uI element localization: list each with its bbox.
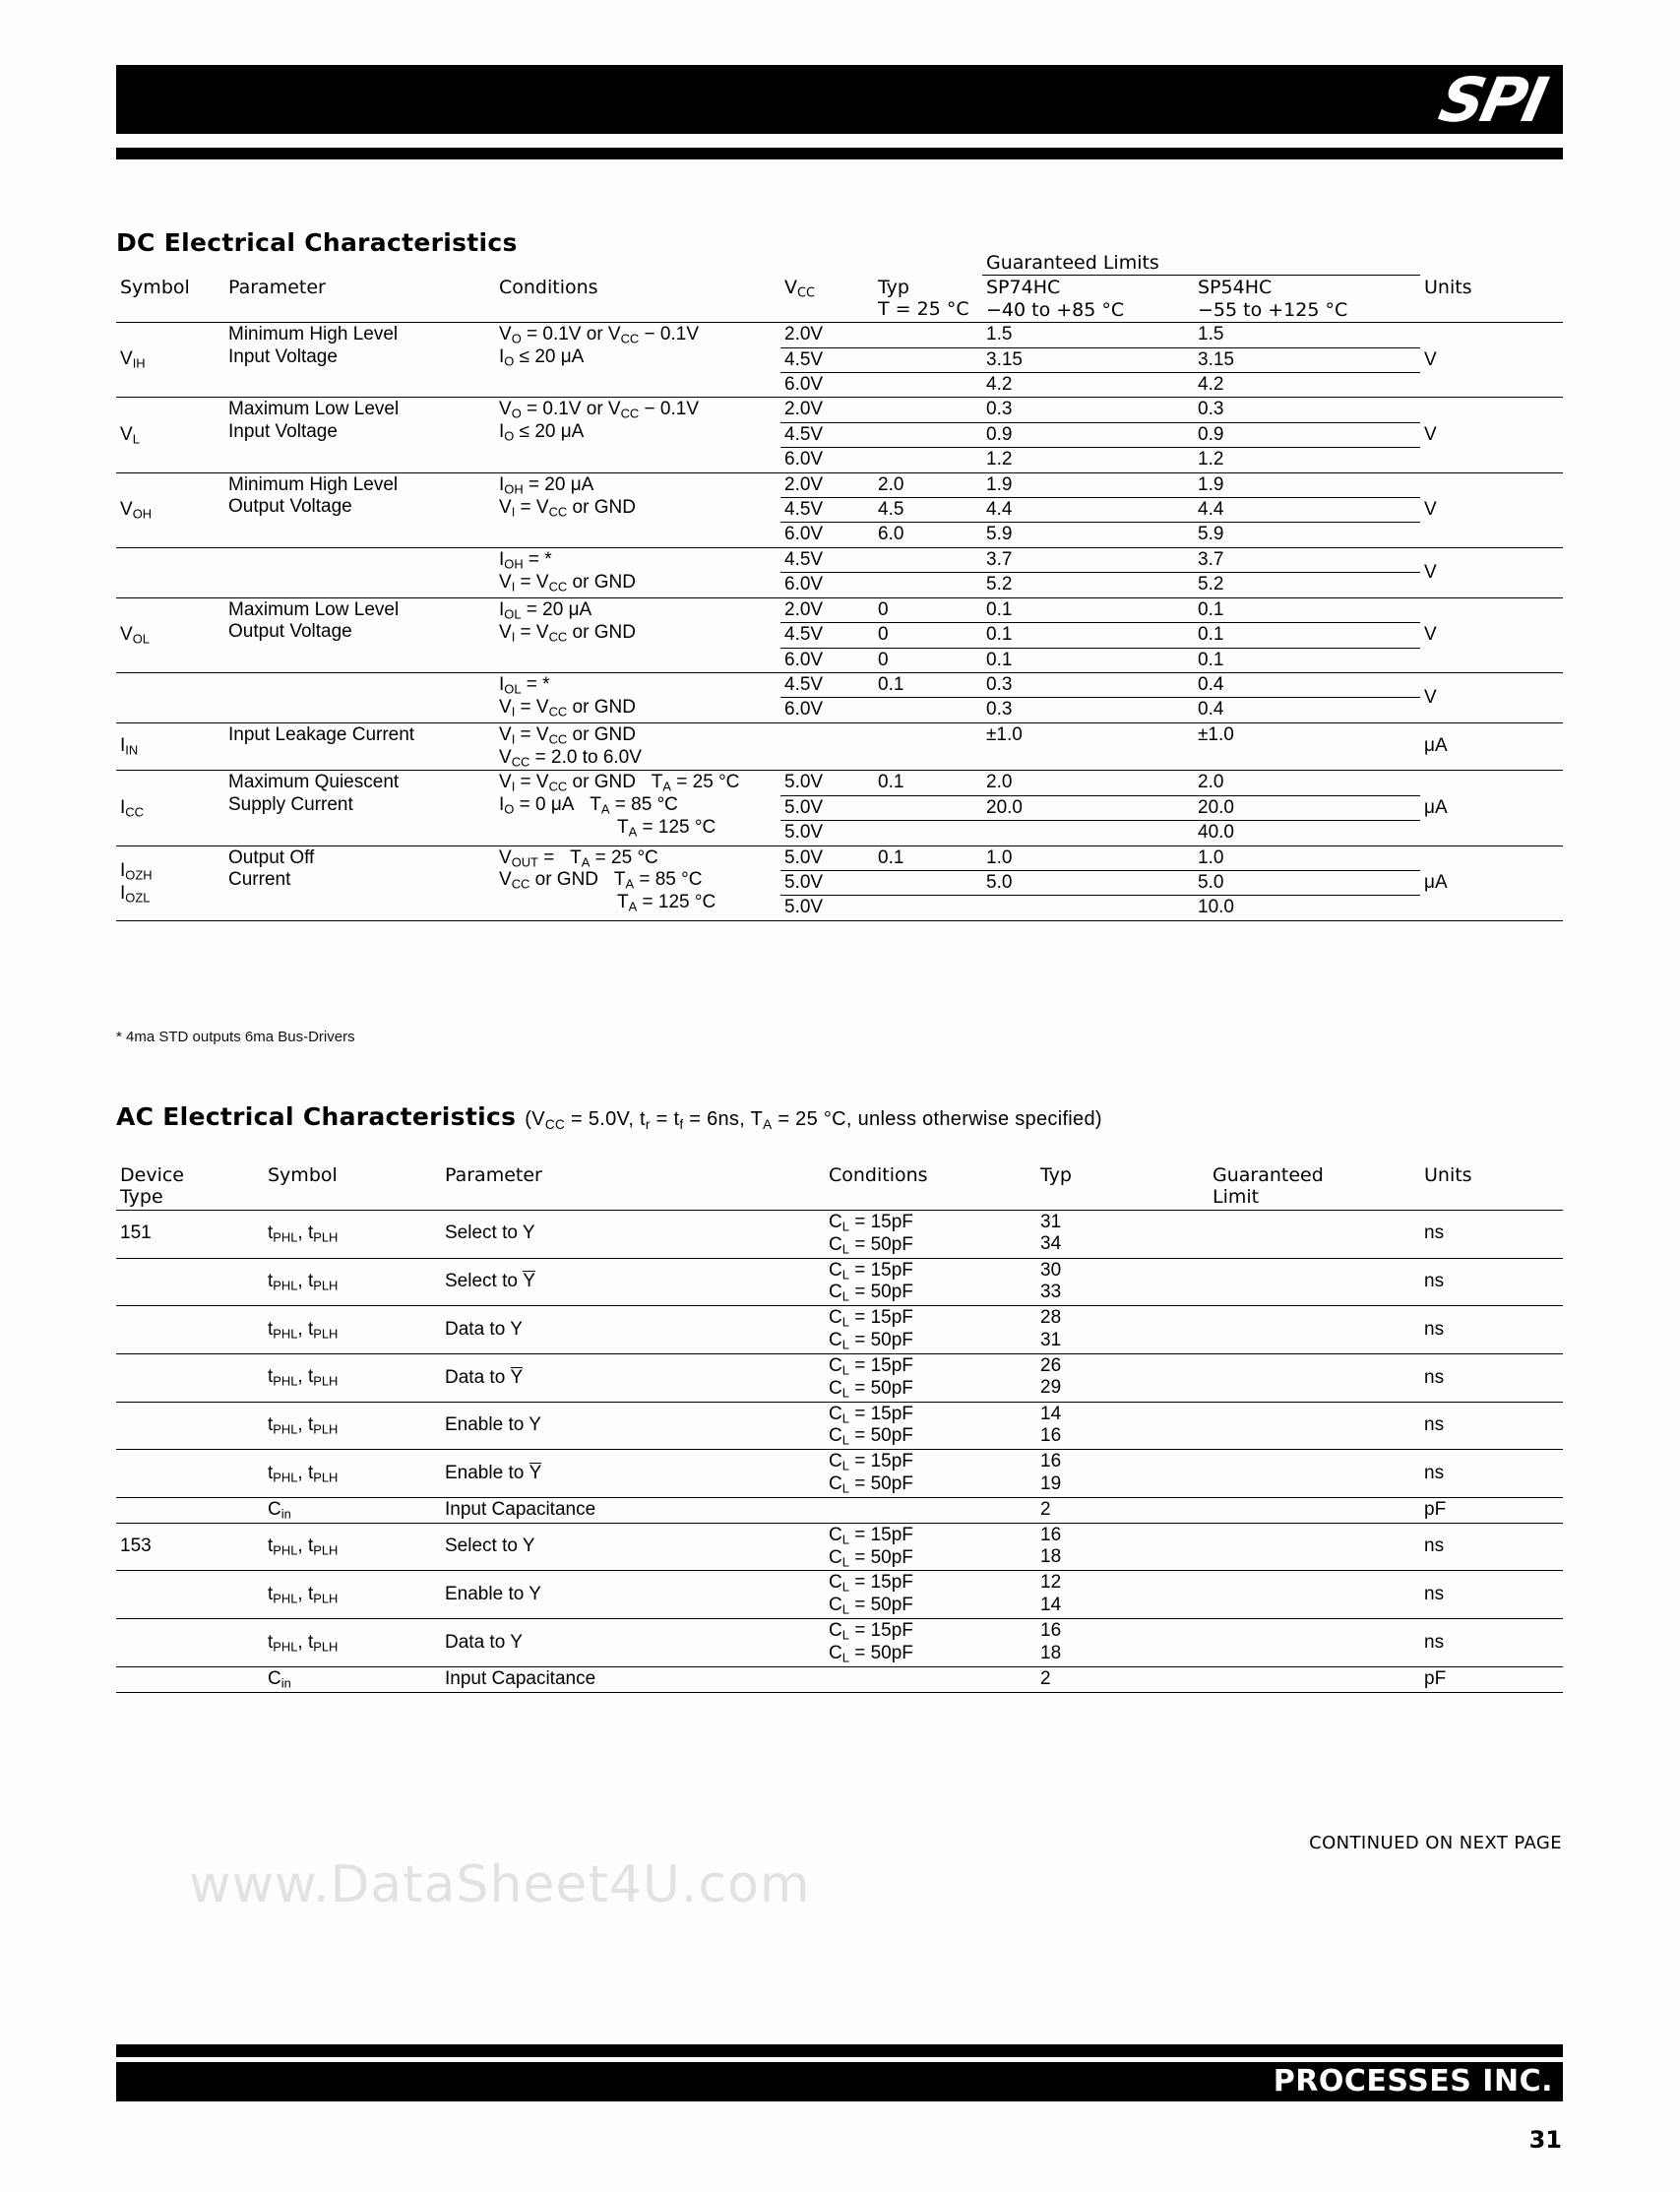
dc-sp54hc-value: 10.0 [1194,896,1420,920]
dc-table-row [116,323,1563,347]
ac-guaranteed-limit [1209,1523,1420,1571]
dc-typ-value [874,573,982,597]
dc-col-vcc: $V_{CC}$ [784,276,816,301]
ac-col-limit-line1: Guaranteed [1213,1164,1324,1186]
ac-device-type [116,1402,264,1450]
ac-typ-value: 16 18 [1036,1619,1209,1667]
ac-parameter: Input Capacitance [441,1666,825,1692]
dc-conditions: $V_I = V_{CC}$ or GND $V_{CC} = 2.0$ to 6.0V [495,722,780,771]
dc-sp54hc-value: 5.2 [1194,573,1420,597]
ac-guaranteed-limit [1209,1258,1420,1306]
ac-typ-value: 16 19 [1036,1450,1209,1498]
dc-sp74hc-value [982,821,1194,845]
dc-vcc-value: 4.5V [780,422,874,447]
dc-conditions: $V_O = 0.1V$ or $V_{CC} - 0.1V$ $I_O \le 20$ μA [495,323,780,398]
dc-typ-value [874,722,982,771]
ac-guaranteed-limit [1209,1666,1420,1692]
dc-conditions: $I_{OH}$ = * $V_I = V_{CC}$ or GND [495,547,780,597]
footer-company: PROCESSES INC. [1273,2064,1553,2098]
dc-sp54hc-value: 20.0 [1194,795,1420,820]
ac-col-limit-line2: Limit [1213,1186,1260,1209]
dc-sp54hc-value: 5.9 [1194,523,1420,547]
dc-sp74hc-value: 1.9 [982,472,1194,497]
dc-vcc-value: 5.0V [780,871,874,896]
ac-conditions: $C_L = 15pF$ $C_L = 50pF$ [825,1571,1036,1619]
dc-units: μA [1420,722,1563,771]
dc-typ-value [874,698,982,722]
dc-section-title: DC Electrical Characteristics [116,228,518,257]
dc-sp74hc-value: 1.2 [982,448,1194,472]
dc-typ-value: 0.1 [874,672,982,697]
ac-parameter: Enable to Y [441,1402,825,1450]
dc-conditions: $V_O = 0.1V$ or $V_{CC} - 0.1V$ $I_O \le 20$ μA [495,398,780,472]
ac-device-type [116,1666,264,1692]
dc-sp74hc-value: 0.3 [982,398,1194,422]
dc-sp54hc-value: 1.2 [1194,448,1420,472]
dc-sp74hc-value: 0.1 [982,648,1194,672]
continued-note: CONTINUED ON NEXT PAGE [1309,1833,1562,1853]
ac-table-row [116,1666,1563,1692]
dc-sp74hc-value: 3.15 [982,347,1194,372]
dc-typ-value: 0.1 [874,845,982,870]
dc-typ-value: 0.1 [874,771,982,795]
ac-device-type [116,1258,264,1306]
dc-col-sp74hc [982,276,1194,323]
dc-typ-value: 0 [874,597,982,622]
dc-vcc-value: 2.0V [780,323,874,347]
dc-sp54hc-value: 0.9 [1194,422,1420,447]
ac-section-subtitle: ($V_{CC} = 5.0V$, $t_r = t_f = 6ns$, $T_A = 25$ °C, unless otherwise specified) [525,1108,1102,1132]
ac-device-type: 153 [116,1523,264,1571]
dc-vcc-value: 6.0V [780,698,874,722]
ac-typ-value: 31 34 [1036,1210,1209,1258]
dc-parameter: Minimum High Level Input Voltage [224,323,495,398]
ac-col-device-line1: Device [120,1164,184,1186]
dc-typ-value [874,896,982,920]
dc-sp54hc-value: 0.4 [1194,672,1420,697]
ac-conditions: $C_L = 15pF$ $C_L = 50pF$ [825,1353,1036,1402]
ac-table-row [116,1210,1563,1258]
dc-table-row [116,672,1563,697]
ac-guaranteed-limit [1209,1402,1420,1450]
dc-sp74hc-value: 0.3 [982,672,1194,697]
ac-table-row [116,1258,1563,1306]
ac-symbol: $t_{PHL}$, $t_{PLH}$ [264,1571,441,1619]
dc-parameter: Output Off Current [224,845,495,920]
dc-vcc-value: 5.0V [780,821,874,845]
dc-vcc-value: 4.5V [780,547,874,572]
ac-device-type: 151 [116,1210,264,1258]
dc-sp54hc-value: ±1.0 [1194,722,1420,771]
ac-guaranteed-limit [1209,1571,1420,1619]
dc-conditions: $V_{OUT} = T_A = 25$ °C $V_{CC}$ or GND $T_A = 85$ °C $T_A = 125$ °C [495,845,780,920]
dc-typ-value [874,795,982,820]
dc-units: μA [1420,771,1563,845]
ac-symbol: $t_{PHL}$, $t_{PLH}$ [264,1402,441,1450]
dc-group-header-row [116,251,1563,276]
dc-table-row [116,722,1563,771]
ac-conditions [825,1497,1036,1523]
dc-table-row [116,845,1563,870]
dc-sp54hc-value: 0.1 [1194,623,1420,648]
ac-units: pF [1420,1497,1563,1523]
dc-typ-value [874,347,982,372]
dc-typ-value [874,398,982,422]
dc-symbol [116,672,224,722]
ac-col-device [116,1163,264,1210]
dc-sp54hc-value: 0.1 [1194,597,1420,622]
dc-typ-value: 6.0 [874,523,982,547]
dc-sp54hc-value: 4.2 [1194,373,1420,398]
ac-symbol: $t_{PHL}$, $t_{PLH}$ [264,1353,441,1402]
ac-symbol: $t_{PHL}$, $t_{PLH}$ [264,1306,441,1354]
dc-table-row [116,547,1563,572]
dc-col-sp54hc-label: SP54HC [1198,277,1273,299]
ac-col-units: Units [1424,1164,1472,1186]
dc-sp74hc-value: 1.0 [982,845,1194,870]
dc-sp54hc-value: 3.7 [1194,547,1420,572]
ac-units: ns [1420,1619,1563,1667]
ac-device-type [116,1571,264,1619]
dc-vcc-value: 5.0V [780,896,874,920]
dc-table-row [116,472,1563,497]
dc-conditions: $I_{OL}$ = * $V_I = V_{CC}$ or GND [495,672,780,722]
dc-vcc-value: 4.5V [780,498,874,523]
ac-guaranteed-limit [1209,1353,1420,1402]
ac-parameter: Select to Y [441,1258,825,1306]
dc-vcc-value: 4.5V [780,347,874,372]
ac-typ-value: 28 31 [1036,1306,1209,1354]
ac-typ-value: 14 16 [1036,1402,1209,1450]
ac-conditions: $C_L = 15pF$ $C_L = 50pF$ [825,1619,1036,1667]
ac-section-title [116,1102,1102,1132]
dc-symbol [116,547,224,597]
dc-sp54hc-value: 40.0 [1194,821,1420,845]
ac-conditions: $C_L = 15pF$ $C_L = 50pF$ [825,1306,1036,1354]
ac-col-symbol: Symbol [268,1164,338,1186]
dc-sp74hc-value: 1.5 [982,323,1194,347]
dc-vcc-value: 5.0V [780,845,874,870]
ac-conditions: $C_L = 15pF$ $C_L = 50pF$ [825,1210,1036,1258]
dc-vcc-value: 6.0V [780,448,874,472]
dc-vcc-value [780,722,874,771]
dc-vcc-value: 4.5V [780,623,874,648]
dc-typ-value: 0 [874,648,982,672]
ac-table-row [116,1571,1563,1619]
dc-parameter: Minimum High Level Output Voltage [224,472,495,547]
dc-parameter: Maximum Low Level Output Voltage [224,597,495,672]
ac-device-type [116,1619,264,1667]
dc-table-bottom-rule [116,920,1563,925]
ac-header-row [116,1163,1563,1210]
dc-sp54hc-value: 0.4 [1194,698,1420,722]
ac-device-type [116,1306,264,1354]
dc-units: V [1420,547,1563,597]
ac-col-device-line2: Type [120,1186,163,1209]
header-rule [116,148,1563,159]
ac-guaranteed-limit [1209,1450,1420,1498]
ac-device-type [116,1497,264,1523]
dc-conditions: $V_I = V_{CC}$ or GND $T_A = 25$ °C $I_O = 0$ μA $T_A = 85$ °C $T_A = 125$ °C [495,771,780,845]
dc-vcc-value: 2.0V [780,597,874,622]
dc-col-conditions: Conditions [499,276,598,298]
page-number: 31 [1528,2126,1562,2154]
dc-symbol: $V_{OL}$ [116,597,224,672]
ac-units: ns [1420,1523,1563,1571]
dc-sp74hc-value: 4.2 [982,373,1194,398]
ac-col-limit [1209,1163,1420,1210]
ac-device-type [116,1450,264,1498]
dc-sp74hc-value: 0.1 [982,597,1194,622]
dc-symbol: $I_{CC}$ [116,771,224,845]
dc-col-sp74hc-label: SP74HC [986,277,1061,299]
dc-sp54hc-value: 1.0 [1194,845,1420,870]
dc-sp74hc-value: 20.0 [982,795,1194,820]
ac-typ-value: 12 14 [1036,1571,1209,1619]
dc-vcc-value: 5.0V [780,771,874,795]
ac-typ-value: 2 [1036,1666,1209,1692]
ac-table-row [116,1450,1563,1498]
ac-units: ns [1420,1258,1563,1306]
dc-symbol: $I_{OZH}$ $I_{OZL}$ [116,845,224,920]
dc-units: V [1420,597,1563,672]
dc-parameter: Maximum Low Level Input Voltage [224,398,495,472]
ac-typ-value: 2 [1036,1497,1209,1523]
dc-units: V [1420,323,1563,398]
dc-vcc-value: 6.0V [780,523,874,547]
dc-vcc-value: 2.0V [780,472,874,497]
guaranteed-limits-header: Guaranteed Limits [982,251,1420,276]
watermark: www.DataSheet4U.com [189,1855,811,1914]
dc-typ-value [874,422,982,447]
spi-logo [1311,64,1557,136]
dc-typ-value [874,547,982,572]
dc-sp54hc-value: 1.5 [1194,323,1420,347]
dc-parameter [224,672,495,722]
dc-sp74hc-value: 5.2 [982,573,1194,597]
dc-sp74hc-value: ±1.0 [982,722,1194,771]
ac-parameter: Input Capacitance [441,1497,825,1523]
dc-vcc-value: 5.0V [780,795,874,820]
dc-col-parameter: Parameter [228,276,326,298]
dc-symbol: $V_{OH}$ [116,472,224,547]
page-footer [116,2044,1563,2113]
dc-units: V [1420,672,1563,722]
ac-characteristics-table [116,1163,1563,1697]
dc-col-units: Units [1424,276,1472,298]
ac-units: ns [1420,1210,1563,1258]
ac-conditions: $C_L = 15pF$ $C_L = 50pF$ [825,1523,1036,1571]
dc-col-symbol: Symbol [120,276,190,298]
ac-col-parameter: Parameter [445,1164,542,1186]
dc-sp54hc-value: 3.15 [1194,347,1420,372]
ac-symbol: $C_{in}$ [264,1666,441,1692]
dc-sp54hc-value: 0.1 [1194,648,1420,672]
ac-guaranteed-limit [1209,1306,1420,1354]
dc-col-typ-label: Typ [878,276,909,298]
dc-symbol: $V_L$ [116,398,224,472]
dc-footnote: * 4ma STD outputs 6ma Bus-Drivers [116,1029,355,1045]
dc-sp74hc-value [982,896,1194,920]
dc-parameter: Maximum Quiescent Supply Current [224,771,495,845]
dc-sp54hc-value: 2.0 [1194,771,1420,795]
ac-table-bottom-rule [116,1692,1563,1697]
dc-sp74hc-value: 0.9 [982,422,1194,447]
ac-units: ns [1420,1306,1563,1354]
ac-parameter: Data to Y [441,1306,825,1354]
ac-table-row [116,1353,1563,1402]
ac-symbol: $t_{PHL}$, $t_{PLH}$ [264,1450,441,1498]
ac-parameter: Enable to Y [441,1450,825,1498]
ac-symbol: $t_{PHL}$, $t_{PLH}$ [264,1619,441,1667]
dc-sp54hc-value: 5.0 [1194,871,1420,896]
dc-typ-value [874,871,982,896]
ac-parameter: Data to Y [441,1619,825,1667]
ac-conditions [825,1666,1036,1692]
dc-symbol: $V_{IH}$ [116,323,224,398]
ac-table-row [116,1306,1563,1354]
ac-table-row [116,1402,1563,1450]
dc-vcc-value: 6.0V [780,373,874,398]
dc-typ-value: 0 [874,623,982,648]
ac-table-row [116,1497,1563,1523]
dc-units: V [1420,472,1563,547]
ac-guaranteed-limit [1209,1619,1420,1667]
dc-col-typ-temp: T = 25 °C [878,298,969,321]
dc-typ-value [874,448,982,472]
footer-rule [116,2044,1563,2057]
ac-symbol: $t_{PHL}$, $t_{PLH}$ [264,1210,441,1258]
dc-typ-value [874,373,982,398]
ac-typ-value: 26 29 [1036,1353,1209,1402]
ac-conditions: $C_L = 15pF$ $C_L = 50pF$ [825,1258,1036,1306]
ac-units: ns [1420,1571,1563,1619]
dc-sp74hc-value: 0.3 [982,698,1194,722]
ac-symbol: $t_{PHL}$, $t_{PLH}$ [264,1523,441,1571]
ac-typ-value: 16 18 [1036,1523,1209,1571]
dc-table-row [116,398,1563,422]
dc-typ-value [874,323,982,347]
dc-units: V [1420,398,1563,472]
dc-sp74hc-value: 4.4 [982,498,1194,523]
dc-sp74hc-value: 5.0 [982,871,1194,896]
dc-units: μA [1420,845,1563,920]
ac-device-type [116,1353,264,1402]
ac-parameter: Select to Y [441,1210,825,1258]
dc-sp54hc-value: 0.3 [1194,398,1420,422]
ac-section-title-text: AC Electrical Characteristics [116,1102,517,1131]
ac-units: ns [1420,1402,1563,1450]
ac-parameter: Data to Y [441,1353,825,1402]
ac-table-row [116,1619,1563,1667]
dc-table-row [116,597,1563,622]
dc-sp74hc-value: 5.9 [982,523,1194,547]
dc-sp54hc-value: 4.4 [1194,498,1420,523]
page-header [116,65,1563,173]
ac-units: ns [1420,1450,1563,1498]
dc-symbol: $I_{IN}$ [116,722,224,771]
ac-col-typ: Typ [1040,1164,1072,1186]
ac-symbol: $C_{in}$ [264,1497,441,1523]
spi-logo-text: SPI [1433,64,1551,136]
ac-units: pF [1420,1666,1563,1692]
dc-typ-value: 4.5 [874,498,982,523]
dc-col-sp54hc [1194,276,1420,323]
dc-sp74hc-value: 0.1 [982,623,1194,648]
ac-col-conditions: Conditions [829,1164,928,1186]
ac-units: ns [1420,1353,1563,1402]
dc-typ-value [874,821,982,845]
dc-col-sp54hc-range: −55 to +125 °C [1198,298,1348,321]
dc-vcc-value: 6.0V [780,648,874,672]
ac-guaranteed-limit [1209,1210,1420,1258]
dc-conditions: $I_{OL} = 20$ μA $V_I = V_{CC}$ or GND [495,597,780,672]
ac-table-row [116,1523,1563,1571]
dc-sp54hc-value: 1.9 [1194,472,1420,497]
ac-typ-value: 30 33 [1036,1258,1209,1306]
dc-sp74hc-value: 2.0 [982,771,1194,795]
ac-conditions: $C_L = 15pF$ $C_L = 50pF$ [825,1450,1036,1498]
dc-vcc-value: 4.5V [780,672,874,697]
dc-col-typ [874,276,982,323]
ac-conditions: $C_L = 15pF$ $C_L = 50pF$ [825,1402,1036,1450]
dc-conditions: $I_{OH} = 20$ μA $V_I = V_{CC}$ or GND [495,472,780,547]
ac-symbol: $t_{PHL}$, $t_{PLH}$ [264,1258,441,1306]
dc-parameter: Input Leakage Current [224,722,495,771]
dc-parameter [224,547,495,597]
dc-vcc-value: 2.0V [780,398,874,422]
dc-vcc-value: 6.0V [780,573,874,597]
dc-characteristics-table [116,251,1563,925]
dc-col-sp74hc-range: −40 to +85 °C [986,298,1125,321]
dc-table-row [116,771,1563,795]
ac-parameter: Enable to Y [441,1571,825,1619]
dc-typ-value: 2.0 [874,472,982,497]
ac-parameter: Select to Y [441,1523,825,1571]
ac-guaranteed-limit [1209,1497,1420,1523]
dc-sp74hc-value: 3.7 [982,547,1194,572]
dc-header-row [116,276,1563,323]
